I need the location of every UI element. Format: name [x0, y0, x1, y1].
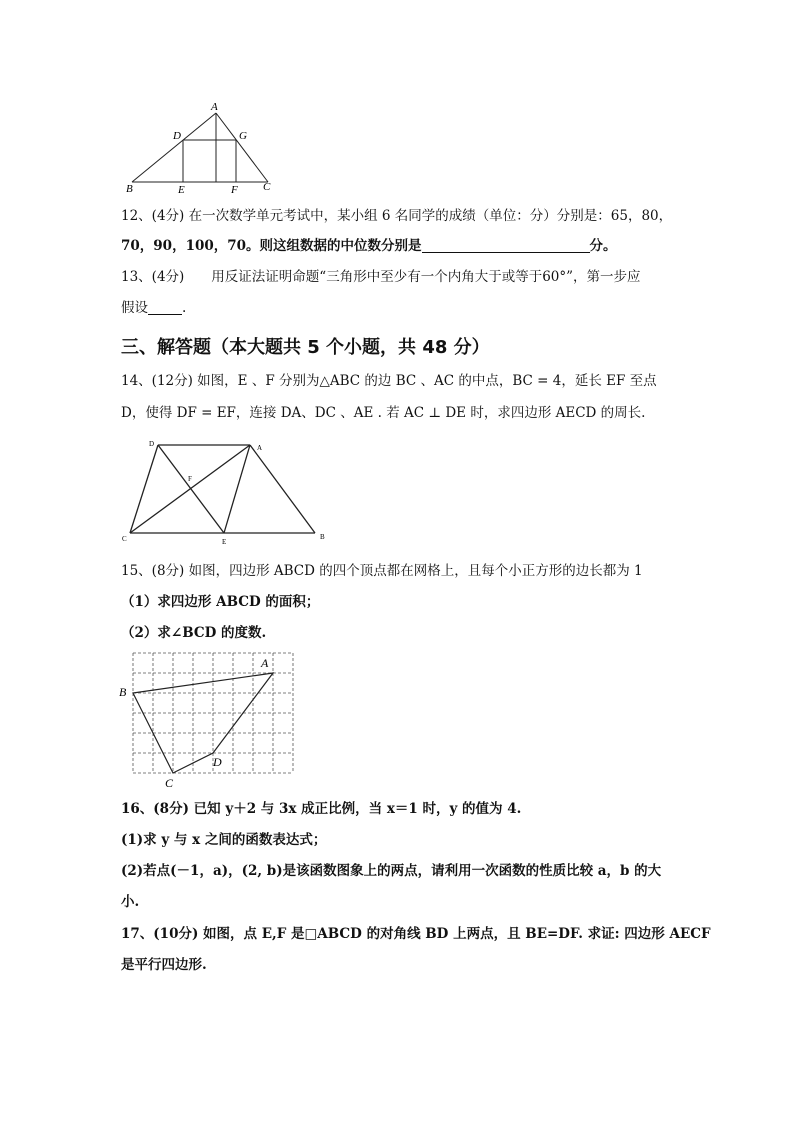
q13-answer-blank[interactable] — [148, 300, 182, 315]
segment-de — [158, 445, 224, 533]
label-e: E — [222, 538, 227, 546]
q15-part1: （1）求四边形 ABCD 的面积； — [121, 594, 320, 610]
q12-line2 — [121, 236, 681, 256]
q13-line1: 13、(4分) 用反证法证明命题“三角形中至少有一个内角大于或等于60°”，第一步应 — [121, 269, 641, 285]
q14-line1: 14、(12分) 如图，E 、F 分别为△ABC 的边 BC 、AC 的中点，BC = 4，延长 EF 至点 — [121, 373, 657, 389]
label-c: C — [122, 535, 127, 543]
q16-part2-line2: 小. — [121, 894, 140, 910]
segment-dc — [130, 445, 158, 533]
q12-answer-blank[interactable] — [422, 238, 590, 253]
q14-line2: D，使得 DF = EF，连接 DA、DC 、AE . 若 AC ⊥ DE 时，求四边形 AECD 的周长. — [121, 405, 646, 421]
label-a: A — [261, 656, 269, 670]
label-a: A — [211, 101, 218, 113]
label-d: D — [213, 755, 222, 769]
q12-line1: 12、(4分) 在一次数学单元考试中，某小组 6 名同学的成绩（单位：分）分别是：65，80， — [121, 208, 673, 224]
segment-ac — [130, 445, 250, 533]
q13-line2-tail: . — [182, 300, 187, 316]
label-b: B — [119, 685, 127, 699]
label-b: B — [320, 533, 325, 541]
q16-part1: (1)求 y 与 x 之间的函数表达式； — [121, 832, 327, 848]
q16-part2-line1: (2)若点(－1，a)，(2, b)是该函数图象上的两点，请利用一次函数的性质比较 a，b 的大 — [121, 863, 662, 879]
section-three-heading: 三、解答题（本大题共 5 个小题，共 48 分） — [121, 337, 490, 358]
label-c: C — [263, 181, 271, 193]
label-g: G — [239, 130, 247, 142]
quadrilateral-aecd-figure — [120, 438, 340, 548]
label-d: D — [149, 440, 155, 448]
q13-line2-text: 假设 — [121, 300, 148, 316]
q17-line1: 17、(10分) 如图，点 E,F 是□ABCD 的对角线 BD 上两点，且 BE=DF. 求证: 四边形 AECF — [121, 926, 711, 942]
label-b: B — [126, 183, 133, 195]
grid-quadrilateral-figure — [115, 648, 300, 790]
segment-ae — [224, 445, 250, 533]
q12-line2-text: 70，90，100，70。则这组数据的中位数分别是 — [121, 238, 422, 254]
label-f: F — [231, 184, 238, 196]
quadrilateral-abcd — [133, 673, 273, 773]
q16-line1: 16、(8分) 已知 y＋2 与 3x 成正比例，当 x＝1 时，y 的值为 4. — [121, 801, 522, 817]
label-a: A — [257, 444, 263, 452]
q15-part2: （2）求∠BCD 的度数. — [121, 625, 267, 641]
label-e: E — [178, 184, 185, 196]
q15-line1: 15、(8分) 如图，四边形 ABCD 的四个顶点都在网格上，且每个小正方形的边长都为 1 — [121, 563, 643, 579]
triangle-rectangle-figure — [120, 98, 290, 196]
label-f: F — [188, 475, 192, 483]
q12-line2-tail: 分。 — [589, 238, 617, 254]
side-ac — [216, 113, 268, 182]
label-d: D — [173, 130, 181, 142]
segment-ab — [250, 445, 315, 533]
side-ab — [132, 113, 216, 182]
q13-line2 — [121, 298, 681, 318]
label-c: C — [165, 776, 174, 790]
q17-line2: 是平行四边形. — [121, 957, 207, 973]
